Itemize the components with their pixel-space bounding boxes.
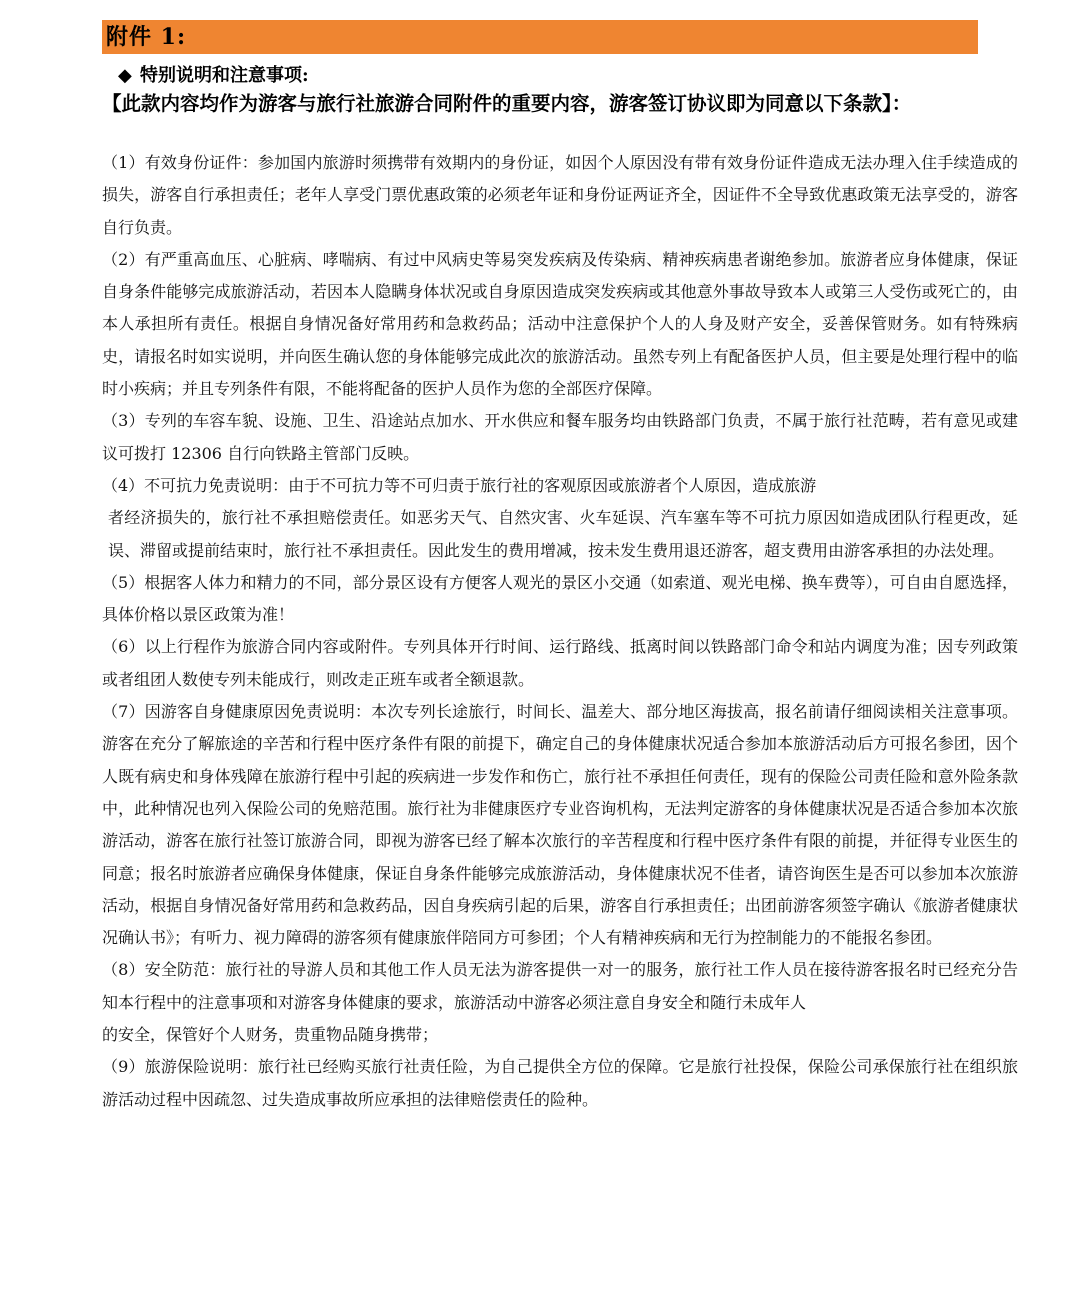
intro-notice: 【此款内容均作为游客与旅行社旅游合同附件的重要内容，游客签订协议即为同意以下条款】： xyxy=(102,92,912,115)
term-safety-continued: 的安全，保管好个人财务，贵重物品随身携带； xyxy=(102,1025,439,1045)
diamond-bullet-icon: ◆ xyxy=(118,65,132,86)
term-force-majeure-continued: 者经济损失的，旅行社不承担赔偿责任。如恶劣天气、自然灾害、火车延误、汽车塞车等不可抗力原因如造成团队行程更改，延误、滞留或提前结束时，旅行社不承担责任。因此发生的费用增减，按未发生费用退还游客，超支费用由游客承担的办法处理。 xyxy=(108,508,1018,560)
term-itinerary-contract: （6）以上行程作为旅游合同内容或附件。专列具体开行时间、运行路线、抵离时间以铁路部门命令和站内调度为准；因专列政策或者组团人数使专列未能成行，则改走正班车或者全额退款。 xyxy=(102,637,1018,689)
term-valid-id: （1）有效身份证件：参加国内旅游时须携带有效期内的身份证，如因个人原因没有带有效身份证件造成无法办理入住手续造成的损失，游客自行承担责任；老年人享受门票优惠政策的必须老年证和身份证两证齐全，因证件不全导致优惠政策无法享受的，游客自行负责。 xyxy=(102,153,1018,237)
section-heading-text: 特别说明和注意事项: xyxy=(140,65,309,86)
term-health-conditions: （2）有严重高血压、心脏病、哮喘病、有过中风病史等易突发疾病及传染病、精神疾病患者谢绝参加。旅游者应身体健康，保证自身条件能够完成旅游活动，若因本人隐瞒身体状况或自身原因造成突发疾病或其他意外事故导致本人或第三人受伤或死亡的，由本人承担所有责任。根据自身情况备好常用药和急救药品；活动中注意保护个人的人身及财产安全，妥善保管财务。如有特殊病史，请报名时如实说明，并向医生确认您的身体能够完成此次的旅游活动。虽然专列上有配备医护人员，但主要是处理行程中的临时小疾病；并且专列条件有限，不能将配备的医护人员作为您的全部医疗保障。 xyxy=(102,249,1018,399)
term-insurance: （9）旅游保险说明：旅行社已经购买旅行社责任险，为自己提供全方位的保障。它是旅行社投保，保险公司承保旅行社在组织旅游活动过程中因疏忽、过失造成事故所应承担的法律赔偿责任的险种。 xyxy=(102,1057,1018,1109)
section-heading xyxy=(118,64,309,88)
term-scenic-transport: （5）根据客人体力和精力的不同，部分景区设有方便客人观光的景区小交通（如索道、观光电梯、换车费等），可自由自愿选择，具体价格以景区政策为准！ xyxy=(102,572,1018,625)
term-force-majeure: （4）不可抗力免责说明：由于不可抗力等不可归责于旅行社的客观原因或旅游者个人原因，造成旅游 xyxy=(102,475,817,495)
attachment-title: 附件 1: xyxy=(106,24,187,50)
terms-list xyxy=(102,147,1018,1116)
term-train-facilities: （3）专列的车容车貌、设施、卫生、沿途站点加水、开水供应和餐车服务均由铁路部门负责，不属于旅行社范畴，若有意见或建议可拨打 12306 自行向铁路主管部门反映。 xyxy=(102,411,1018,463)
term-safety: （8）安全防范：旅行社的导游人员和其他工作人员无法为游客提供一对一的服务，旅行社工作人员在接待游客报名时已经充分告知本行程中的注意事项和对游客身体健康的要求，旅游活动中游客必须注意自身安全和随行未成年人 xyxy=(102,960,1018,1012)
attachment-header-bar xyxy=(102,20,978,54)
term-health-disclaimer: （7）因游客自身健康原因免责说明：本次专列长途旅行，时间长、温差大、部分地区海拔高，报名前请仔细阅读相关注意事项。游客在充分了解旅途的辛苦和行程中医疗条件有限的前提下，确定自己的身体健康状况适合参加本旅游活动后方可报名参团，因个人既有病史和身体残障在旅游行程中引起的疾病进一步发作和伤亡，旅行社不承担任何责任，现有的保险公司责任险和意外险条款中，此种情况也列入保险公司的免赔范围。旅行社为非健康医疗专业咨询机构，无法判定游客的身体健康状况是否适合参加本次旅游活动，游客在旅行社签订旅游合同，即视为游客已经了解本次旅行的辛苦程度和行程中医疗条件有限的前提，并征得专业医生的同意；报名时旅游者应确保身体健康，保证自身条件能够完成旅游活动，身体健康状况不佳者，请咨询医生是否可以参加本次旅游活动，根据自身情况备好常用药和急救药品，因自身疾病引起的后果，游客自行承担责任；出团前游客须签字确认《旅游者健康状况确认书》；有听力、视力障碍的游客须有健康旅伴陪同方可参团；个人有精神疾病和无行为控制能力的不能报名参团。 xyxy=(102,702,1018,948)
